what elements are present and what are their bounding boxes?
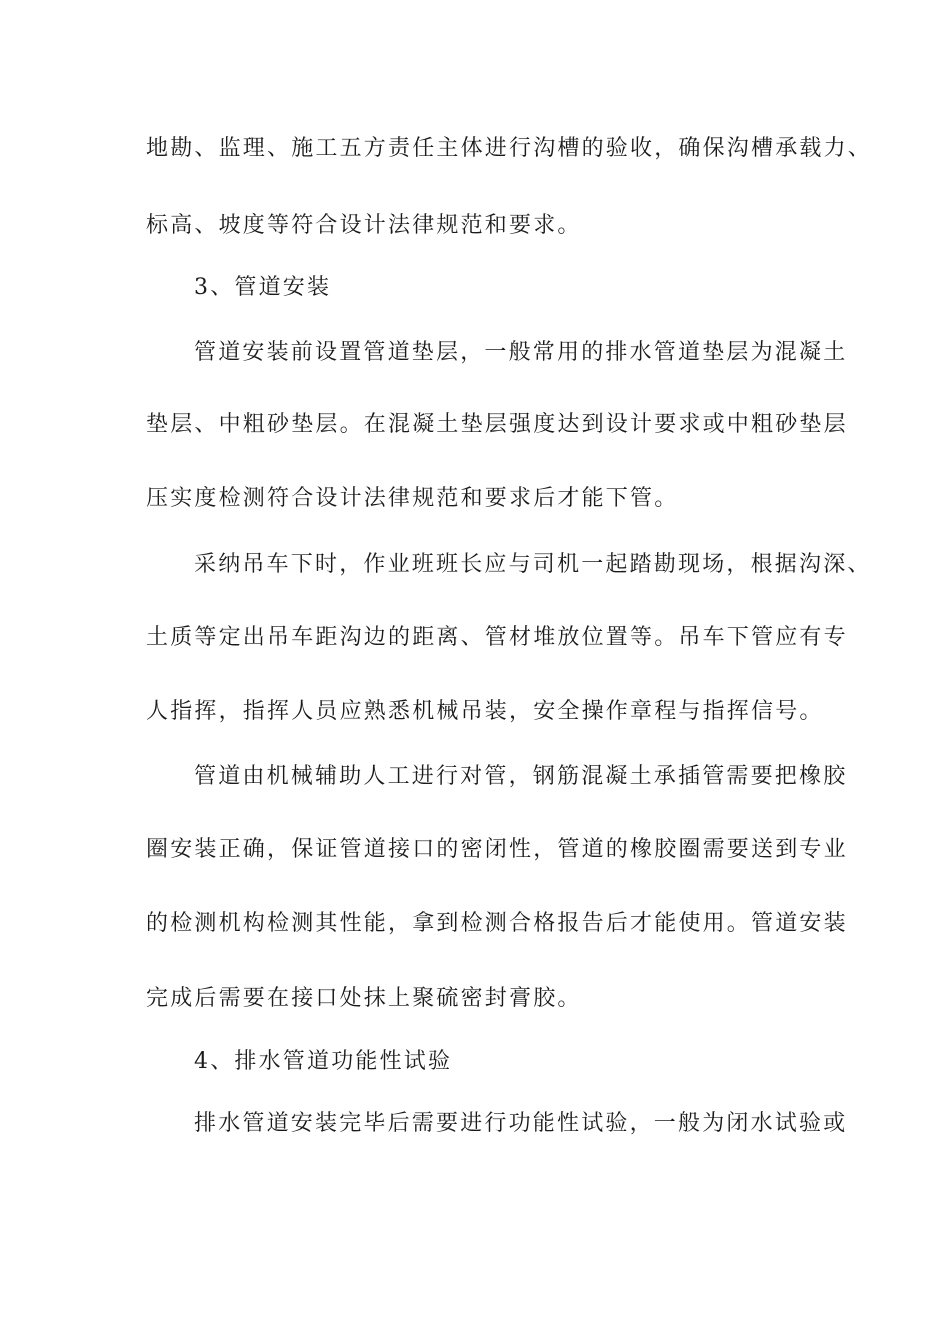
paragraph-line: 压实度检测符合设计法律规范和要求后才能下管。	[146, 486, 679, 511]
paragraph-line: 标高、坡度等符合设计法律规范和要求。	[146, 213, 582, 238]
paragraph-line: 的检测机构检测其性能，拿到检测合格报告后才能使用。管道安装	[146, 911, 848, 936]
paragraph-line: 采纳吊车下时，作业班班长应与司机一起踏勘现场，根据沟深、	[194, 552, 872, 577]
paragraph-line: 管道由机械辅助人工进行对管，钢筋混凝土承插管需要把橡胶	[194, 764, 848, 789]
section-heading-pipe-installation: 3、管道安装	[194, 275, 332, 300]
paragraph-line: 排水管道安装完毕后需要进行功能性试验，一般为闭水试验或	[194, 1111, 848, 1136]
paragraph-line: 管道安装前设置管道垫层，一般常用的排水管道垫层为混凝土	[194, 340, 848, 365]
section-heading-functional-test: 4、排水管道功能性试验	[194, 1049, 453, 1074]
paragraph-line: 人指挥，指挥人员应熟悉机械吊装，安全操作章程与指挥信号。	[146, 699, 824, 724]
paragraph-line: 圈安装正确，保证管道接口的密闭性，管道的橡胶圈需要送到专业	[146, 837, 848, 862]
paragraph-line: 土质等定出吊车距沟边的距离、管材堆放位置等。吊车下管应有专	[146, 625, 848, 650]
paragraph-line: 垫层、中粗砂垫层。在混凝土垫层强度达到设计要求或中粗砂垫层	[146, 412, 848, 437]
paragraph-line: 地勘、监理、施工五方责任主体进行沟槽的验收，确保沟槽承载力、	[146, 136, 873, 161]
paragraph-line: 完成后需要在接口处抹上聚硫密封膏胶。	[146, 986, 582, 1011]
